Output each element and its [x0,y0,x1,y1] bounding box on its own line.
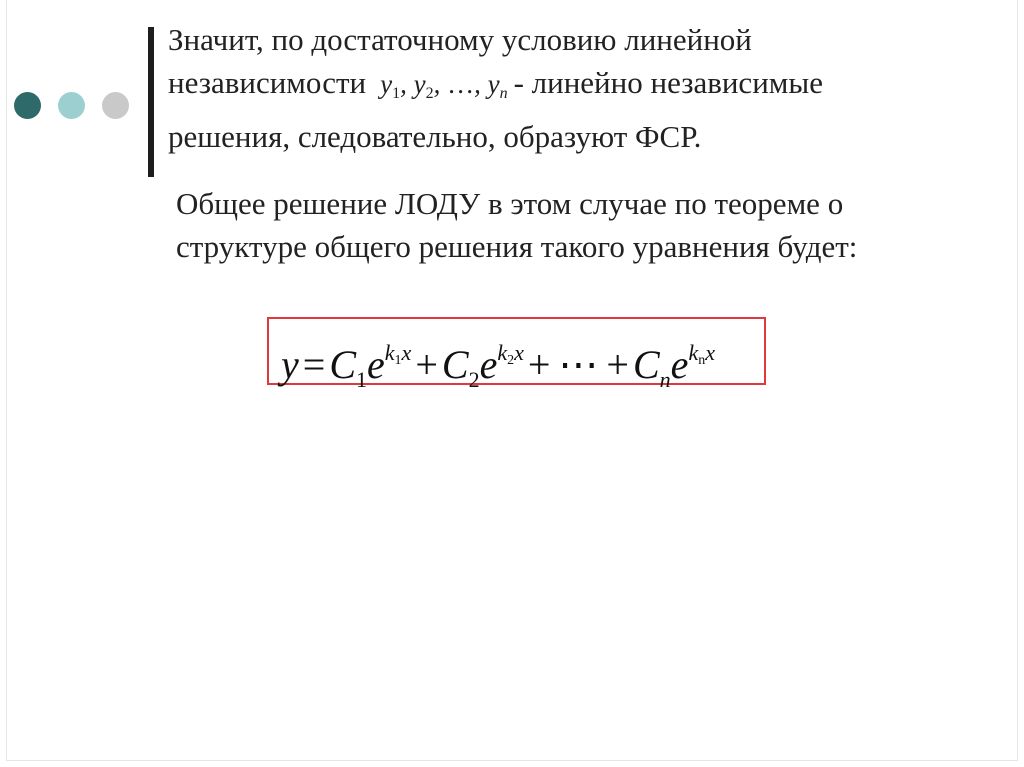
sep: , [474,69,488,99]
paragraph-fsr-line-1: Значит, по достаточному условию линейной [168,22,752,57]
ellipsis: … [447,69,475,99]
formula-exp-2 [497,340,524,368]
formula-plus: + [606,342,629,387]
exp-x: x [514,340,524,365]
formula-C: C [329,342,357,387]
formula-e: e [670,342,689,387]
exp-k: k [497,340,508,365]
var-y: y [487,69,500,99]
formula-e: e [367,342,385,387]
formula-lhs-y: y [281,342,299,387]
paragraph-fsr [168,18,988,158]
sub-1: 1 [392,85,401,102]
paragraph-fsr-line-3: решения, следовательно, образуют ФСР. [168,119,702,154]
sep: , [433,69,448,99]
formula-sub-2: 2 [468,367,480,392]
formula-C: C [632,342,660,387]
exp-k: k [384,340,395,365]
exp-sub-n: n [698,353,706,368]
exp-x: x [401,340,412,365]
formula-plus: + [415,342,438,387]
formula-exp-1 [384,340,412,368]
sub-n: n [499,85,508,102]
paragraph-fsr-line-2 [168,61,988,115]
exp-x: x [705,340,715,365]
formula-dots: ⋯ [558,342,599,387]
exp-sub-2: 2 [507,353,515,368]
vertical-accent-bar [148,27,154,177]
formula-C: C [441,342,469,387]
general-solution-formula-box [267,317,766,392]
exp-sub-1: 1 [394,353,402,368]
sub-2: 2 [425,85,434,102]
formula-equals: = [302,342,326,387]
sep: , [400,69,414,99]
formula-plus: + [527,342,551,387]
general-solution-formula [281,329,715,404]
formula-sub-1: 1 [356,367,368,392]
paragraph-general-solution [176,182,996,268]
formula-e: e [479,342,498,387]
paragraph-general-solution-line-2: структуре общего решения такого уравнения будет: [176,229,858,264]
var-y: y [413,69,426,99]
text-linearly-independent: - линейно независимые [513,65,823,100]
exp-k: k [688,340,699,365]
dot-light-teal [58,92,85,119]
text-independence: независимости [168,65,367,100]
formula-sub-n: n [659,367,671,392]
formula-exp-n [688,340,715,368]
inline-math-solutions [366,69,513,102]
paragraph-general-solution-line-1: Общее решение ЛОДУ в этом случае по теореме о [176,186,844,221]
dot-dark-teal [14,92,41,119]
dot-gray [102,92,129,119]
var-y: y [380,69,393,99]
